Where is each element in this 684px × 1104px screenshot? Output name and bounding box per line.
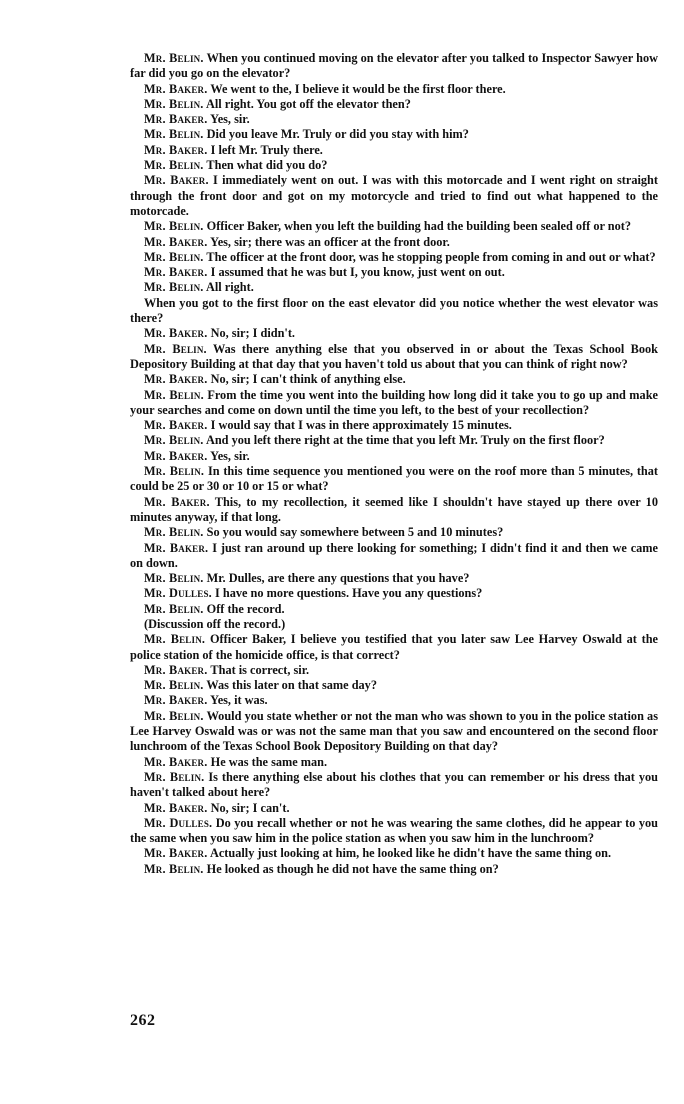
transcript-paragraph bbox=[130, 770, 658, 801]
transcript-paragraph bbox=[130, 97, 658, 112]
speech-text: Then what did you do? bbox=[206, 158, 328, 173]
speaker-name: Mr. Belin. bbox=[144, 525, 204, 540]
transcript-paragraph bbox=[130, 632, 658, 663]
transcript-paragraph bbox=[130, 755, 658, 770]
transcript-paragraph bbox=[130, 449, 658, 464]
speech-text: Yes, sir. bbox=[210, 112, 250, 127]
transcript-paragraph bbox=[130, 342, 658, 373]
speech-text: I would say that I was in there approximately 15 minutes. bbox=[210, 418, 512, 433]
speech-text: Was this later on that same day? bbox=[206, 678, 377, 693]
speech-text: In this time sequence you mentioned you were on the roof more than 5 minutes, that could be 25 or 30 or 10 or 15 or what? bbox=[130, 464, 658, 494]
transcript-paragraph bbox=[130, 709, 658, 755]
transcript-paragraph bbox=[130, 663, 658, 678]
transcript-paragraph bbox=[130, 219, 658, 234]
transcript-paragraph bbox=[130, 112, 658, 127]
speaker-name: Mr. Belin. bbox=[144, 632, 206, 647]
transcript-paragraph bbox=[130, 250, 658, 265]
speaker-name: Mr. Belin. bbox=[144, 464, 205, 479]
speech-text: He looked as though he did not have the same thing on? bbox=[206, 861, 499, 876]
transcript-paragraph bbox=[130, 801, 658, 816]
speaker-name: Mr. Belin. bbox=[144, 769, 205, 784]
transcript-paragraph bbox=[130, 235, 658, 250]
speaker-name: Mr. Baker. bbox=[144, 662, 208, 677]
page-number: 262 bbox=[130, 1012, 156, 1029]
speaker-name: Mr. Baker. bbox=[144, 265, 208, 280]
speech-text: I assumed that he was but I, you know, just went on out. bbox=[210, 265, 505, 280]
speaker-name: Mr. Belin. bbox=[144, 571, 204, 586]
transcript-paragraph bbox=[130, 846, 658, 861]
speaker-name: Mr. Belin. bbox=[144, 280, 204, 295]
speaker-name: Mr. Baker. bbox=[144, 234, 208, 249]
speech-text: Is there anything else about his clothes that you can remember or his dress that you haven't talked about here? bbox=[130, 769, 658, 800]
speech-text: All right. You got off the elevator then? bbox=[205, 96, 411, 111]
speaker-name: Mr. Belin. bbox=[144, 678, 204, 693]
transcript-paragraph bbox=[130, 816, 658, 847]
speech-text: Yes, sir; there was an officer at the front door. bbox=[210, 234, 450, 249]
transcript-paragraph bbox=[130, 464, 658, 495]
speech-text: Do you recall whether or not he was wearing the same clothes, did he appear to you the same when you saw him in the police station as when you saw him in the lunchroom? bbox=[130, 815, 658, 846]
speech-text: This, to my recollection, it seemed like I shouldn't have stayed up there over 10 minutes anyway, if that long. bbox=[130, 494, 658, 524]
speech-text: Yes, sir. bbox=[210, 448, 250, 463]
speech-text: And you left there right at the time that you left Mr. Truly on the first floor? bbox=[205, 433, 605, 448]
speech-text: He was the same man. bbox=[210, 754, 328, 769]
transcript-paragraph bbox=[130, 326, 658, 341]
speaker-name: Mr. Belin. bbox=[144, 96, 204, 111]
speaker-name: Mr. Belin. bbox=[144, 341, 207, 356]
speech-text: No, sir; I can't think of anything else. bbox=[210, 372, 406, 387]
speaker-name: Mr. Belin. bbox=[144, 708, 204, 723]
speaker-name: Mr. Belin. bbox=[144, 861, 204, 876]
transcript-paragraph bbox=[130, 418, 658, 433]
transcript-paragraph bbox=[130, 602, 658, 617]
speech-text: Was there anything else that you observed in or about the Texas School Book Depository Building at that day that you haven't told us about that you can think of right now? bbox=[130, 341, 658, 371]
transcript-paragraph bbox=[130, 265, 658, 280]
speech-text: Off the record. bbox=[206, 601, 285, 616]
speaker-name: Mr. Baker. bbox=[144, 754, 208, 769]
speech-text: No, sir; I didn't. bbox=[210, 326, 296, 341]
speaker-name: Mr. Baker. bbox=[144, 418, 208, 433]
transcript-paragraph bbox=[130, 586, 658, 601]
transcript-paragraph bbox=[130, 372, 658, 387]
speech-text: That is correct, sir. bbox=[210, 662, 310, 677]
speech-text: So you would say somewhere between 5 and 10 minutes? bbox=[206, 525, 504, 540]
speech-text: Officer Baker, I believe you testified that you later saw Lee Harvey Oswald at the police station of the homicide office, is that correct? bbox=[130, 632, 659, 662]
speech-text: I immediately went on out. I was with this motorcade and I went right on straight through the front door and got on my motorcycle and tried to find out what happened to the motorcade. bbox=[130, 173, 658, 218]
speech-text: (Discussion off the record.) bbox=[144, 616, 286, 631]
speaker-name: Mr. Baker. bbox=[144, 800, 208, 815]
transcript-paragraph bbox=[130, 495, 658, 526]
speaker-name: Mr. Baker. bbox=[144, 846, 208, 861]
speaker-name: Mr. Belin. bbox=[144, 601, 204, 616]
speech-text: We went to the, I believe it would be the first floor there. bbox=[210, 81, 506, 96]
transcript-paragraph bbox=[130, 143, 658, 158]
transcript-paragraph bbox=[130, 127, 658, 142]
speaker-name: Mr. Baker. bbox=[144, 326, 208, 341]
speaker-name: Mr. Baker. bbox=[144, 693, 208, 708]
speaker-name: Mr. Belin. bbox=[144, 387, 204, 402]
transcript-paragraph bbox=[130, 617, 658, 632]
transcript-paragraph bbox=[130, 433, 658, 448]
speech-text: Officer Baker, when you left the building had the building been sealed off or not? bbox=[206, 219, 632, 234]
transcript-paragraph bbox=[130, 862, 658, 877]
transcript-paragraph bbox=[130, 296, 658, 327]
speech-text: When you continued moving on the elevator after you talked to Inspector Sawyer how far did you go on the elevator? bbox=[130, 51, 658, 81]
speaker-name: Mr. Baker. bbox=[144, 173, 209, 188]
speaker-name: Mr. Baker. bbox=[144, 494, 210, 509]
speaker-name: Mr. Belin. bbox=[144, 219, 204, 234]
speech-text: Would you state whether or not the man who was shown to you in the police station as Lee Harvey Oswald was or was not the same man that you saw and encountered on the second floor lunchroom of the Texas School Book Depository Building on that day? bbox=[130, 708, 658, 754]
speech-text: All right. bbox=[205, 280, 254, 295]
speaker-name: Mr. Baker. bbox=[144, 372, 208, 387]
transcript-paragraph bbox=[130, 525, 658, 540]
speaker-name: Mr. Baker. bbox=[144, 540, 209, 555]
transcript-paragraph bbox=[130, 51, 658, 82]
speech-text: Actually just looking at him, he looked like he didn't have the same thing on. bbox=[209, 846, 612, 861]
transcript-paragraph bbox=[130, 571, 658, 586]
transcript-paragraph bbox=[130, 678, 658, 693]
speech-text: I just ran around up there looking for something; I didn't find it and then we came on down. bbox=[130, 540, 658, 570]
speaker-name: Mr. Belin. bbox=[144, 158, 204, 173]
transcript-paragraph bbox=[130, 280, 658, 295]
speech-text: From the time you went into the building how long did it take you to go up and make your searches and come on down until the time you left, to the best of your recollection? bbox=[130, 387, 658, 417]
speaker-name: Mr. Baker. bbox=[144, 142, 208, 157]
speech-text: No, sir; I can't. bbox=[210, 800, 290, 815]
speaker-name: Mr. Belin. bbox=[144, 433, 204, 448]
transcript-page bbox=[130, 51, 658, 877]
speech-text: I left Mr. Truly there. bbox=[210, 142, 323, 157]
speaker-name: Mr. Belin. bbox=[144, 249, 204, 264]
speaker-name: Mr. Baker. bbox=[144, 448, 208, 463]
speech-text: Mr. Dulles, are there any questions that you have? bbox=[206, 571, 470, 586]
transcript-paragraph bbox=[130, 541, 658, 572]
speech-text: When you got to the first floor on the east elevator did you notice whether the west elevator was there? bbox=[130, 295, 658, 326]
speaker-name: Mr. Baker. bbox=[144, 112, 208, 127]
speaker-name: Mr. Belin. bbox=[144, 51, 204, 65]
speech-text: I have no more questions. Have you any questions? bbox=[215, 586, 483, 601]
speaker-name: Mr. Baker. bbox=[144, 81, 208, 96]
speaker-name: Mr. Belin. bbox=[144, 127, 204, 142]
transcript-paragraph bbox=[130, 693, 658, 708]
speech-text: Did you leave Mr. Truly or did you stay with him? bbox=[206, 127, 469, 142]
speaker-name: Mr. Dulles. bbox=[144, 586, 212, 601]
transcript-paragraph bbox=[130, 158, 658, 173]
transcript-paragraph bbox=[130, 82, 658, 97]
transcript-paragraph bbox=[130, 388, 658, 419]
speech-text: Yes, it was. bbox=[210, 693, 268, 708]
transcript-paragraph bbox=[130, 173, 658, 219]
speech-text: The officer at the front door, was he stopping people from coming in and out or what? bbox=[206, 249, 656, 264]
speaker-name: Mr. Dulles. bbox=[144, 815, 213, 830]
